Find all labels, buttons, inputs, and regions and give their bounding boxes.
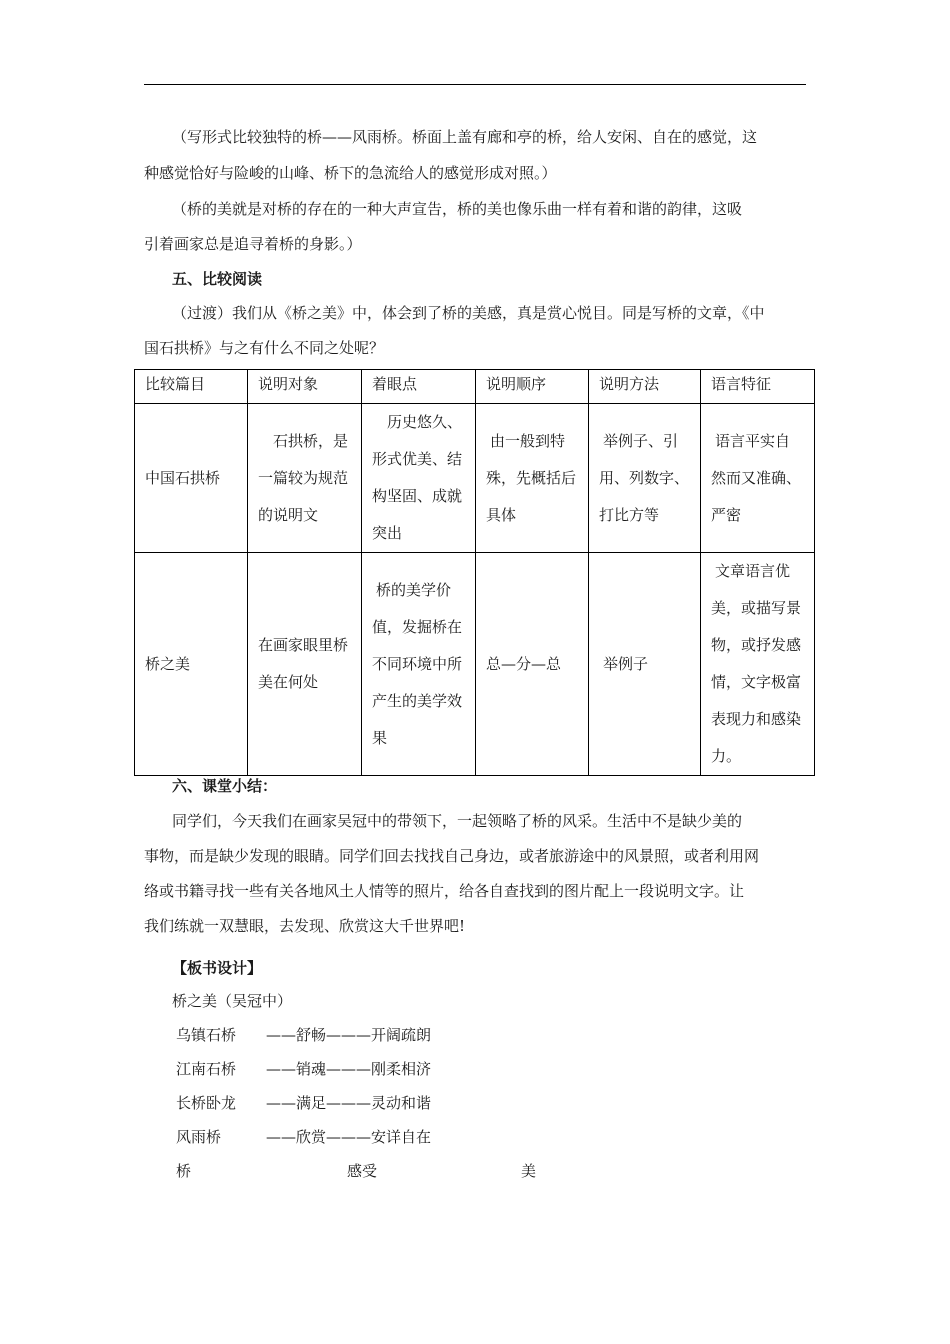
section-heading: 五、比较阅读 — [172, 270, 263, 288]
comparison-table — [134, 369, 815, 776]
board-item-feel: ——满足———灵动和谐 — [266, 1094, 432, 1112]
paragraph-line: 国石拱桥》与之有什么不同之处呢？ — [144, 339, 385, 357]
table-cell: 石拱桥，是一篇较为规范的说明文 — [248, 404, 362, 553]
table-cell: 桥的美学价值，发掘桥在不同环境中所产生的美学效果 — [362, 553, 476, 776]
table-header-cell: 说明对象 — [248, 370, 362, 404]
table-cell: 桥之美 — [135, 553, 248, 776]
table-cell: 语言平实自然而又准确、严密 — [701, 404, 815, 553]
board-item-name: 长桥卧龙 — [176, 1094, 237, 1112]
table-cell: 文章语言优美，或描写景物，或抒发感情，文字极富表现力和感染力。 — [701, 553, 815, 776]
table-header-row — [135, 370, 815, 404]
paragraph-line: 络或书籍寻找一些有关各地风土人情等的照片，给各自查找到的图片配上一段说明文字。让 — [144, 882, 745, 900]
board-item-feel: ——舒畅———开阔疏朗 — [266, 1026, 432, 1044]
table-header-cell: 着眼点 — [362, 370, 476, 404]
paragraph-line: （过渡）我们从《桥之美》中，体会到了桥的美感，真是赏心悦目。同是写桥的文章，《中 — [172, 304, 765, 322]
board-subtitle: 桥之美（吴冠中） — [172, 992, 293, 1010]
paragraph-line: 事物，而是缺少发现的眼睛。同学们回去找找自己身边，或者旅游途中的风景照，或者利用网 — [144, 847, 760, 865]
paragraph-line: 我们练就一双慧眼，去发现、欣赏这大千世界吧! — [144, 917, 466, 935]
table-cell: 中国石拱桥 — [135, 404, 248, 553]
board-footer-feeling: 感受 — [347, 1162, 378, 1180]
table-cell: 在画家眼里桥美在何处 — [248, 553, 362, 776]
table-cell: 举例子 — [589, 553, 701, 776]
table-header-cell: 说明方法 — [589, 370, 701, 404]
paragraph-line: 同学们，今天我们在画家吴冠中的带领下，一起领略了桥的风采。生活中不是缺少美的 — [172, 812, 743, 830]
paragraph-line: 种感觉恰好与险峻的山峰、桥下的急流给人的感觉形成对照。） — [144, 164, 557, 182]
table-row — [135, 553, 815, 776]
table-cell: 总—分—总 — [476, 553, 589, 776]
section-heading: 六、课堂小结： — [172, 777, 278, 795]
board-footer-beauty: 美 — [521, 1162, 537, 1180]
board-item-name: 乌镇石桥 — [176, 1026, 237, 1044]
board-title: 【板书设计】 — [172, 959, 263, 977]
paragraph-line: （写形式比较独特的桥——风雨桥。桥面上盖有廊和亭的桥，给人安闲、自在的感觉，这 — [172, 128, 758, 146]
table-header-cell: 说明顺序 — [476, 370, 589, 404]
paragraph-line: 引着画家总是追寻着桥的身影。） — [144, 235, 362, 253]
table-row — [135, 404, 815, 553]
board-item-name: 风雨桥 — [176, 1128, 222, 1146]
table-cell: 历史悠久、形式优美、结构坚固、成就突出 — [362, 404, 476, 553]
header-rule — [144, 84, 806, 85]
board-item-feel: ——欣赏———安详自在 — [266, 1128, 432, 1146]
paragraph-line: （桥的美就是对桥的存在的一种大声宣告，桥的美也像乐曲一样有着和谐的韵律，这吸 — [172, 200, 743, 218]
board-item-name: 江南石桥 — [176, 1060, 237, 1078]
board-item-feel: ——销魂———刚柔相济 — [266, 1060, 432, 1078]
table-header-cell: 语言特征 — [701, 370, 815, 404]
table-header-cell: 比较篇目 — [135, 370, 248, 404]
table-cell: 举例子、引用、列数字、打比方等 — [589, 404, 701, 553]
board-footer-bridge: 桥 — [176, 1162, 192, 1180]
table-cell: 由一般到特殊，先概括后具体 — [476, 404, 589, 553]
